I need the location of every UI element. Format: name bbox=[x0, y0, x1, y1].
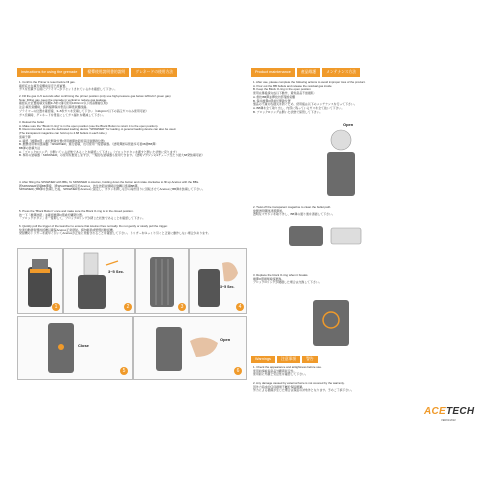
maintenance-column bbox=[251, 68, 485, 438]
warnings-ja: 警告 bbox=[302, 356, 318, 363]
warnings-en: Warnings bbox=[251, 356, 275, 363]
header-en: Instructions for using the grenade bbox=[17, 68, 81, 77]
maintenance-illustration-twist bbox=[279, 220, 379, 252]
instruction-sheet bbox=[17, 68, 485, 438]
badge-1: 1 bbox=[52, 303, 60, 311]
instructions-header bbox=[17, 68, 177, 77]
step-5-text: 5. Press the "Block Button" once and make sure the Block O-ring is in the closed position. 按一下「擋彈按鈕」並確認擋彈O環處於關閉位置。 「ブロックボタン」を一度押して、ブロックOリングが閉じた状態であることを確認して下さい。 bbox=[19, 209, 146, 221]
step-2-text: 2. Fill the gas 3~5 seconds after confirming the primer position (only use high-pressure gas below 12KG/m³ green gas) Note: Filling gas, keep the grenade in vertical to reduce gas leakage. 確認底火位置後填充氣體3~5秒 (僅可使用12KG/m³以下的高壓綠瓦斯) 注意:填充氣體時，請將榴彈保持垂直以降低氣體洩漏。 プライマーの位置を確認後、3~5秒ガスを充填して下さい（12kg/cm³以下の高圧ガスのみ使用可能） ガス充填時、グレネードを垂直にしてガス漏れを軽減して下さい。 bbox=[19, 94, 171, 117]
instructions-column bbox=[17, 68, 245, 438]
header-zh: 榴彈使用說明書的說明 bbox=[83, 68, 129, 77]
maint-header-ja: メンテナンス方法 bbox=[322, 68, 360, 77]
brand-logo bbox=[424, 406, 474, 417]
warning-1-text: 1. Check the appearance and airtightness before use. 使用前請檢查產品外觀與氣密性。 使用前に外観と気密性を確認して下さい。 bbox=[253, 365, 322, 377]
maintenance-header bbox=[251, 68, 360, 77]
badge-3: 3 bbox=[178, 303, 186, 311]
illustration-step-4 bbox=[189, 248, 247, 314]
maint-step-1-text: 1. After use, please complete the following actions to avoid improper loss of the product. A. Pour out the BB bullets and release the residual gas inside B. Keep the Block O-ring in the open position 使用完畢後請完成以下動作，避免產品不當損耗： A. 倒出BB彈並釋放內部殘餘氣體 B. 保持擋彈O環處於開啟位置 製品の不適切な損失を防ぐため、使用後は以下のメンテナンスを行って下さい。 A. BB弾を全て取り出し、内部に残っているガスを全て抜いて下さい。 B. ブロックOリングは開いた状態で保管して下さい。 bbox=[253, 80, 366, 114]
illustration-step-6 bbox=[133, 316, 247, 380]
illustration-step-2 bbox=[63, 248, 135, 314]
badge-4: 4 bbox=[236, 303, 244, 311]
maintenance-illustration-oring bbox=[291, 296, 371, 350]
maint-header-zh: 產品維護 bbox=[297, 68, 320, 77]
step-4-text: 4. After filling the SPAWNER with BBs, fix SPAWNER to Acetrex, holding down the button and rotate clockwise to fill up Acetrex with the BBs. 將SPAWNER裝填BB彈後，將SPAWNER固定於Acetrex，按住按鈕並順時針旋轉以裝填BB彈。 SPAWNERにBB弾を装填した後、SPAWNERをAcetrexに固定し、ボタンを押しながら時計回りに回転させてAcetrexにBB弾を装填して下さい。 bbox=[19, 180, 205, 192]
maint-header-en: Product maintenance bbox=[251, 68, 295, 77]
maint-step-2-text: 2. Twist off the transparent magazine to clean the bullet path. 旋開透明彈匣清潔彈道。 透明なマガジンを取り外し、BB弾の通り道を清掃して下さい。 bbox=[253, 205, 335, 217]
step-3-text: 3. Reload the bullet A. Make sure the "Block O-ring" is in the open position (use the Block Button to return it to the open position). B. Recommended to use the dedicated loading device "SPAWNER" for loading. A general loading device can also be used. (The transparent magazine can hold up to 4.68 bullets in each tube.) 裝填子彈 A. 確認「擋彈O環」處於開啟位置(使用擋彈按鈕使其回到開啟位置) B. 推薦使用專用裝填器「SPAWNER」進行裝填，也可使用一般裝填器。（透明彈匣每管最多可裝68發BB彈） BB弾の装填方法 A.「ブロックOリング」が開いている状態であることを確認して下さい。（ブロックボタンを押すと開いた状態に戻ります） B. 専用の装填器「SPAWNER」の使用を推奨しますが、一般的な装填器も使用できます。（透明マガジンの1チューブ当たり最大68発装填可能） bbox=[19, 120, 205, 158]
close-label: Close bbox=[78, 343, 89, 348]
step-6-text: 6. Quickly pull the trigger of the launcher to ensure that Acetrex fires normally. Do not gently or slowly pull the trigger. 快速扣動發射器的扳機以確保Acetrex正常發射。請勿輕柔或緩慢扣動扳機。 発射機のトリガーを素早く引いてAcetrexが正常に発射されることを確認して下さい。トリガーをゆっくり引くと正常に動作しない場合があります。 bbox=[19, 224, 211, 236]
maintenance-illustration-open bbox=[311, 122, 371, 200]
time-label: 3~5 Sec. bbox=[108, 269, 125, 274]
header-ja: グレネードの使用方法 bbox=[131, 68, 177, 77]
warnings-zh: 注意事項 bbox=[277, 356, 300, 363]
illustration-step-1 bbox=[17, 248, 63, 314]
time-label-2: 3~5 Sec. bbox=[220, 285, 235, 289]
badge-6: 6 bbox=[234, 367, 242, 375]
illustration-step-3 bbox=[135, 248, 189, 314]
brand-prefix: ACE bbox=[424, 406, 447, 417]
step-1-text: 1. Confirm the Primer is reset before fill gas. 確認底火在填充氣體前是否已經重置。 ガスを充填する前にプライマーがリセットされているかを確認して下さい。 bbox=[19, 80, 118, 92]
open-label-right: Open bbox=[343, 122, 354, 127]
open-label: Open bbox=[220, 337, 231, 342]
warning-2-text: 2. Any damage caused by external force is not covered by the warranty. 因外力造成的任何損壞不屬於保固範圍。 外力による損傷が生じた場合は保証の対象外となります。予めご了承下さい。 bbox=[253, 381, 354, 393]
version-label: VER01/2022 bbox=[441, 419, 456, 422]
maint-step-3-text: 3. Replace the block O-ring when it breaks. 擋彈O環損壞時請更換。 ブロックOリングが破損した場合は交換して下さい。 bbox=[253, 273, 322, 285]
warnings-header bbox=[251, 356, 318, 363]
badge-2: 2 bbox=[124, 303, 132, 311]
badge-5: 5 bbox=[120, 367, 128, 375]
brand-suffix: TECH bbox=[446, 406, 475, 417]
illustration-step-5 bbox=[17, 316, 133, 380]
